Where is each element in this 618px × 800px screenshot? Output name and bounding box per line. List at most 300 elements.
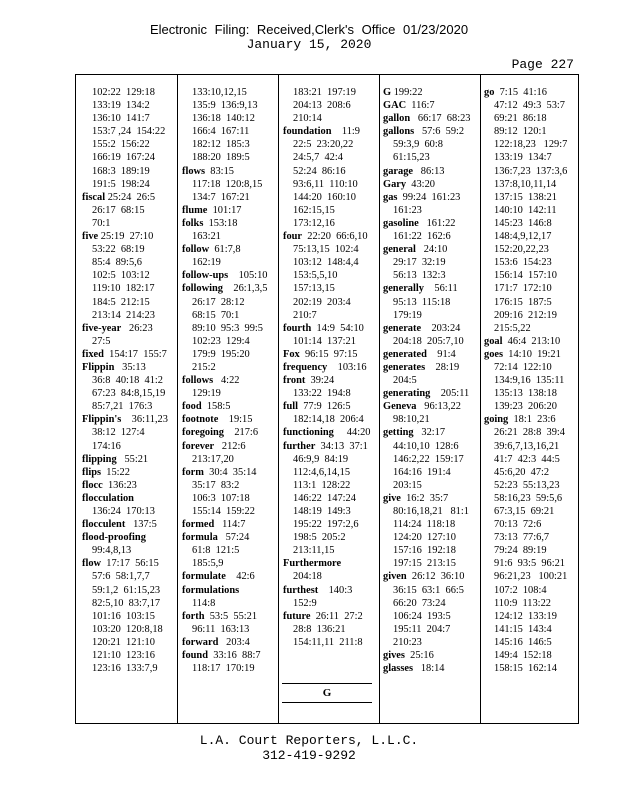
index-refs-line: 106:3 107:18 bbox=[192, 492, 250, 504]
index-entry bbox=[383, 662, 470, 675]
index-term: formula bbox=[182, 532, 218, 544]
index-term: Flippin bbox=[82, 361, 115, 373]
index-refs-line: 61:8 121:5 bbox=[192, 545, 240, 557]
index-refs: 4:22 bbox=[213, 375, 240, 387]
index-refs-line: 29:17 32:19 bbox=[393, 257, 446, 269]
column-divider bbox=[278, 75, 279, 723]
index-refs: 25:19 27:10 bbox=[98, 231, 154, 243]
index-refs-line: 179:19 bbox=[393, 309, 422, 321]
index-entry bbox=[182, 466, 267, 479]
index-refs: 39:24 bbox=[305, 375, 335, 387]
index-refs-line: 96:11 163:13 bbox=[192, 623, 250, 635]
index-refs-line: 103:12 148:4,4 bbox=[293, 257, 359, 269]
reporter-phone: 312-419-9292 bbox=[262, 748, 356, 763]
index-refs-line: 45:6,20 47:2 bbox=[494, 466, 550, 478]
index-entry bbox=[283, 400, 370, 413]
index-term: goes bbox=[484, 348, 504, 360]
filing-stamp: Electronic Filing: Received,Clerk's Office 01/23/2020 bbox=[149, 22, 469, 37]
index-refs-line: 148:19 149:3 bbox=[293, 506, 351, 517]
index-refs: 25:16 bbox=[404, 650, 434, 662]
index-term: generated bbox=[383, 348, 427, 360]
index-term: functioning bbox=[283, 427, 334, 439]
index-refs: 7:15 41:16 bbox=[494, 87, 547, 98]
index-refs: 161:22 bbox=[418, 217, 456, 229]
index-term: flocc bbox=[82, 479, 103, 491]
index-refs-line: 26:21 28:8 39:4 bbox=[494, 427, 566, 439]
index-term: Fox bbox=[283, 348, 300, 360]
index-entry bbox=[383, 99, 470, 112]
index-refs-line: 28:8 136:21 bbox=[293, 623, 346, 635]
index-entry bbox=[383, 322, 470, 335]
index-entry bbox=[283, 557, 370, 570]
index-refs-line: 59:1,2 61:15,23 bbox=[92, 584, 161, 596]
index-term: follow-ups bbox=[182, 270, 229, 282]
index-refs-line: 137:15 138:21 bbox=[494, 191, 557, 203]
index-entry bbox=[383, 348, 470, 361]
index-refs-line: 154:11,11 211:8 bbox=[293, 636, 363, 648]
index-column-1 bbox=[82, 86, 168, 675]
index-term: flow bbox=[82, 558, 102, 570]
index-refs-line: 135:13 138:18 bbox=[494, 388, 557, 400]
index-refs-line: 198:5 205:2 bbox=[293, 532, 346, 544]
index-refs-line: 195:11 204:7 bbox=[393, 623, 451, 635]
index-refs-line: 75:13,15 102:4 bbox=[293, 244, 359, 256]
index-term: gasoline bbox=[383, 217, 419, 229]
index-refs-line: 67:23 84:8,15,19 bbox=[92, 388, 166, 400]
index-term: forth bbox=[182, 610, 205, 622]
index-refs-line: 120:21 121:10 bbox=[92, 636, 155, 648]
index-refs-line: 210:7 bbox=[293, 309, 317, 321]
index-refs: 158:5 bbox=[201, 401, 231, 413]
index-term: general bbox=[383, 244, 416, 256]
index-term: foundation bbox=[283, 126, 332, 138]
index-entry bbox=[82, 413, 168, 426]
index-refs-line: 59:3,9 60:8 bbox=[393, 139, 443, 151]
index-refs: 116:7 bbox=[406, 100, 435, 112]
index-term: five-year bbox=[82, 322, 122, 334]
index-entry bbox=[182, 269, 267, 282]
index-refs-line: 41:7 42:3 44:5 bbox=[494, 453, 560, 465]
index-refs-line: 80:16,18,21 81:1 bbox=[393, 506, 469, 517]
index-refs: 101:17 bbox=[207, 204, 242, 216]
index-entry bbox=[383, 400, 470, 413]
index-refs: 57:6 59:2 bbox=[414, 126, 465, 138]
index-refs-line: 153:6 154:23 bbox=[494, 257, 552, 269]
index-entry bbox=[484, 335, 567, 348]
index-term: goal bbox=[484, 335, 503, 347]
index-refs-line: 191:5 198:24 bbox=[92, 178, 150, 190]
index-refs: 66:17 68:23 bbox=[410, 113, 471, 125]
index-refs: 99:24 161:23 bbox=[397, 191, 461, 203]
index-term: given bbox=[383, 571, 407, 583]
index-refs: 217:6 bbox=[223, 427, 259, 439]
index-refs-line: 149:4 152:18 bbox=[494, 650, 552, 662]
index-entry bbox=[182, 610, 267, 623]
index-refs-line: 107:2 108:4 bbox=[494, 584, 547, 596]
index-refs-line: 58:16,23 59:5,6 bbox=[494, 492, 563, 504]
index-term: front bbox=[283, 375, 306, 387]
section-letter: G bbox=[322, 687, 332, 699]
index-refs-line: 162:19 bbox=[192, 257, 221, 269]
index-entry bbox=[283, 426, 370, 439]
index-refs: 103:16 bbox=[327, 361, 367, 373]
index-entry bbox=[182, 518, 267, 531]
index-refs-line: 168:3 189:19 bbox=[92, 165, 150, 177]
index-refs-line: 152:9 bbox=[293, 597, 317, 609]
index-refs-line: 70:13 72:6 bbox=[494, 519, 542, 531]
index-term: flume bbox=[182, 204, 208, 216]
index-refs-line: 26:17 68:15 bbox=[92, 204, 145, 216]
index-entry bbox=[383, 426, 470, 439]
index-refs: 55:21 bbox=[116, 453, 149, 465]
index-entry bbox=[383, 191, 470, 204]
index-term: forever bbox=[182, 440, 215, 452]
index-refs: 22:20 66:6,10 bbox=[302, 231, 368, 243]
index-refs-line: 52:23 55:13,23 bbox=[494, 479, 560, 491]
index-entry bbox=[383, 112, 470, 125]
index-entry bbox=[82, 361, 168, 374]
index-refs: 56:11 bbox=[423, 283, 458, 295]
index-refs-line: 148:4,9,12,17 bbox=[494, 231, 552, 243]
index-refs-line: 133:19 134:7 bbox=[494, 152, 552, 164]
index-refs-line: 44:10,10 128:6 bbox=[393, 440, 459, 452]
index-refs-line: 163:21 bbox=[192, 231, 221, 243]
index-refs-line: 52:24 86:16 bbox=[293, 165, 346, 177]
index-refs-line: 135:9 136:9,13 bbox=[192, 100, 258, 112]
index-entry bbox=[283, 125, 370, 138]
index-refs-line: 124:12 133:19 bbox=[494, 610, 557, 622]
index-term: forward bbox=[182, 636, 219, 648]
index-term: formulations bbox=[182, 584, 240, 596]
index-refs-line: 103:20 120:8,18 bbox=[92, 623, 163, 635]
index-refs: 199:22 bbox=[391, 87, 423, 98]
index-term: gives bbox=[383, 650, 405, 662]
index-refs-line: 164:16 191:4 bbox=[393, 466, 451, 478]
index-refs-line: 166:4 167:11 bbox=[192, 126, 250, 138]
index-term: generating bbox=[383, 388, 431, 400]
index-refs-line: 202:19 203:4 bbox=[293, 296, 351, 308]
index-refs-line: 156:14 157:10 bbox=[494, 270, 557, 282]
column-divider bbox=[480, 75, 481, 723]
index-term: GAC bbox=[383, 100, 407, 112]
index-refs-line: 162:15,15 bbox=[293, 204, 335, 216]
index-refs-line: 195:22 197:2,6 bbox=[293, 519, 359, 531]
index-term: go bbox=[484, 87, 495, 98]
index-term: future bbox=[283, 610, 311, 622]
index-refs-line: 53:22 68:19 bbox=[92, 244, 145, 256]
index-refs-line: 188:20 189:5 bbox=[192, 152, 250, 164]
index-refs-line: 136:10 141:7 bbox=[92, 113, 150, 125]
index-term: fiscal bbox=[82, 191, 106, 203]
index-term: glasses bbox=[383, 663, 414, 675]
index-refs-line: 67:3,15 69:21 bbox=[494, 506, 555, 517]
index-term: gas bbox=[383, 191, 398, 203]
index-refs-line: 209:16 212:19 bbox=[494, 309, 557, 321]
index-refs: 153:18 bbox=[203, 217, 238, 229]
index-refs-line: 183:21 197:19 bbox=[293, 87, 356, 98]
index-refs: 203:24 bbox=[421, 322, 461, 334]
index-refs: 18:14 bbox=[413, 663, 445, 675]
index-refs: 11:9 bbox=[331, 126, 360, 138]
index-refs: 44:20 bbox=[333, 427, 371, 439]
index-refs: 83:15 bbox=[205, 165, 234, 177]
index-entry bbox=[82, 492, 168, 505]
index-term: flocculent bbox=[82, 519, 126, 531]
index-refs: 35:13 bbox=[114, 361, 146, 373]
index-refs-line: 102:22 129:18 bbox=[92, 87, 155, 98]
index-refs-line: 197:15 213:15 bbox=[393, 558, 456, 570]
index-refs: 16:2 35:7 bbox=[400, 492, 449, 504]
index-refs-line: 213:14 214:23 bbox=[92, 309, 155, 321]
index-term: fixed bbox=[82, 348, 104, 360]
index-refs-line: 56:13 132:3 bbox=[393, 270, 446, 282]
index-refs-line: 153:5,5,10 bbox=[293, 270, 338, 282]
index-refs-line: 146:2,22 159:17 bbox=[393, 453, 464, 465]
index-refs-line: 91:6 93:5 96:21 bbox=[494, 558, 566, 570]
index-entry bbox=[283, 374, 370, 387]
index-entry bbox=[383, 125, 470, 138]
index-refs-line: 204:5 bbox=[393, 375, 417, 387]
index-entry bbox=[82, 453, 168, 466]
index-refs-line: 145:16 146:5 bbox=[494, 636, 552, 648]
index-refs: 19:15 bbox=[218, 414, 253, 426]
index-refs: 25:24 26:5 bbox=[105, 191, 156, 203]
index-refs-line: 182:12 185:3 bbox=[192, 139, 250, 151]
index-entry bbox=[283, 348, 370, 361]
index-refs-line: 215:2 bbox=[192, 361, 216, 373]
index-term: Flippin's bbox=[82, 414, 122, 426]
index-refs: 43:20 bbox=[406, 178, 435, 190]
index-refs-line: 155:2 156:22 bbox=[92, 139, 150, 151]
index-refs: 205:11 bbox=[430, 388, 470, 400]
index-term: food bbox=[182, 401, 202, 413]
index-refs-line: 73:13 77:6,7 bbox=[494, 532, 550, 544]
index-term: getting bbox=[383, 427, 414, 439]
index-term: frequency bbox=[283, 361, 328, 373]
index-refs-line: 185:5,9 bbox=[192, 558, 224, 570]
section-rule bbox=[282, 702, 372, 703]
index-refs-line: 176:15 187:5 bbox=[494, 296, 552, 308]
index-refs-line: 118:17 170:19 bbox=[192, 663, 255, 675]
index-refs-line: 210:23 bbox=[393, 636, 422, 648]
index-refs-line: 213:11,15 bbox=[293, 545, 335, 557]
index-refs-line: 85:7,21 176:3 bbox=[92, 401, 153, 413]
index-term: furthest bbox=[283, 584, 319, 596]
index-entry bbox=[182, 584, 267, 597]
index-entry bbox=[182, 531, 267, 544]
index-refs-line: 174:16 bbox=[92, 440, 121, 452]
index-term: folks bbox=[182, 217, 204, 229]
index-refs-line: 173:12,16 bbox=[293, 217, 335, 229]
index-refs-line: 140:10 142:11 bbox=[494, 204, 557, 216]
index-term: follows bbox=[182, 375, 214, 387]
index-refs-line: 136:24 170:13 bbox=[92, 506, 155, 517]
index-term: generally bbox=[383, 283, 424, 295]
index-refs-line: 102:5 103:12 bbox=[92, 270, 150, 282]
index-refs-line: 89:10 95:3 99:5 bbox=[192, 322, 264, 334]
index-refs-line: 98:10,21 bbox=[393, 414, 430, 426]
index-refs-line: 35:17 83:2 bbox=[192, 479, 240, 491]
index-term: found bbox=[182, 650, 208, 662]
index-refs-line: 179:9 195:20 bbox=[192, 348, 250, 360]
index-refs-line: 69:21 86:18 bbox=[494, 113, 547, 125]
index-refs-line: 129:19 bbox=[192, 388, 221, 400]
index-refs-line: 27:5 bbox=[92, 335, 111, 347]
index-refs-line: 66:20 73:24 bbox=[393, 597, 446, 609]
index-entry bbox=[383, 361, 470, 374]
index-refs: 28:19 bbox=[425, 361, 460, 373]
reporter-name: L.A. Court Reporters, L.L.C. bbox=[199, 733, 419, 748]
index-refs-line: 161:23 bbox=[393, 204, 422, 216]
index-term: Furthermore bbox=[283, 558, 342, 570]
index-entry bbox=[484, 86, 567, 99]
index-refs-line: 157:16 192:18 bbox=[393, 545, 456, 557]
index-term: flows bbox=[182, 165, 206, 177]
index-refs-line: 210:14 bbox=[293, 113, 322, 125]
index-term: flocculation bbox=[82, 492, 134, 504]
index-refs-line: 110:9 113:22 bbox=[494, 597, 551, 609]
column-divider bbox=[177, 75, 178, 723]
index-entry bbox=[283, 322, 370, 335]
index-refs: 96:15 97:15 bbox=[299, 348, 358, 360]
index-refs: 86:13 bbox=[413, 165, 445, 177]
index-refs-line: 153:7 ,24 154:22 bbox=[92, 126, 166, 138]
index-term: full bbox=[283, 401, 299, 413]
index-entry bbox=[383, 178, 470, 191]
index-refs-line: 171:7 172:10 bbox=[494, 283, 552, 295]
index-term: flipping bbox=[82, 453, 117, 465]
index-entry bbox=[383, 243, 470, 256]
index-entry bbox=[383, 387, 470, 400]
index-entry bbox=[82, 348, 168, 361]
index-refs-line: 139:23 206:20 bbox=[494, 401, 557, 413]
index-refs-line: 204:18 bbox=[293, 571, 322, 583]
index-refs-line: 136:18 140:12 bbox=[192, 113, 255, 125]
index-refs-line: 57:6 58:1,7,7 bbox=[92, 571, 150, 583]
index-refs-line: 85:4 89:5,6 bbox=[92, 257, 142, 269]
index-refs-line: 26:17 28:12 bbox=[192, 296, 245, 308]
index-entry bbox=[383, 492, 470, 505]
index-entry bbox=[82, 557, 168, 570]
index-refs-line: 184:5 212:15 bbox=[92, 296, 150, 308]
index-refs-line: 82:5,10 83:7,17 bbox=[92, 597, 161, 609]
index-refs: 32:17 bbox=[413, 427, 446, 439]
index-entry bbox=[82, 191, 168, 204]
index-refs-line: 102:23 129:4 bbox=[192, 335, 250, 347]
index-entry bbox=[182, 282, 267, 295]
index-refs: 26:12 36:10 bbox=[406, 571, 465, 583]
index-refs-line: 72:14 122:10 bbox=[494, 361, 552, 373]
index-refs: 26:11 27:2 bbox=[310, 610, 363, 622]
index-refs-line: 47:12 49:3 53:7 bbox=[494, 100, 566, 112]
column-divider bbox=[379, 75, 380, 723]
index-refs: 53:5 55:21 bbox=[204, 610, 258, 622]
index-refs-line: 146:22 147:24 bbox=[293, 492, 356, 504]
index-entry bbox=[182, 413, 267, 426]
index-term: further bbox=[283, 440, 316, 452]
index-entry bbox=[283, 361, 370, 374]
index-term: foregoing bbox=[182, 427, 224, 439]
index-refs-line: 93:6,11 110:10 bbox=[293, 178, 358, 190]
index-refs-line: 145:23 146:8 bbox=[494, 217, 552, 229]
index-entry bbox=[383, 165, 470, 178]
index-refs: 33:16 88:7 bbox=[208, 650, 261, 662]
index-term: fourth bbox=[283, 322, 312, 334]
index-refs-line: 136:7,23 137:3,6 bbox=[494, 165, 568, 177]
index-refs-line: 99:4,8,13 bbox=[92, 545, 132, 557]
index-entry bbox=[383, 570, 470, 583]
index-entry bbox=[283, 230, 370, 243]
index-term: formed bbox=[182, 519, 215, 531]
index-refs-line: 137:8,10,11,14 bbox=[494, 178, 557, 190]
index-term: generate bbox=[383, 322, 422, 334]
index-term: garage bbox=[383, 165, 414, 177]
index-refs: 140:3 bbox=[318, 584, 353, 596]
index-entry bbox=[283, 610, 370, 623]
index-refs-line: 101:14 137:21 bbox=[293, 335, 356, 347]
index-refs: 36:11,23 bbox=[121, 414, 168, 426]
index-term: footnote bbox=[182, 414, 219, 426]
index-entry bbox=[182, 426, 267, 439]
index-refs-line: 155:14 159:22 bbox=[192, 506, 255, 517]
index-refs: 14:10 19:21 bbox=[503, 348, 561, 360]
index-refs: 14:9 54:10 bbox=[311, 322, 364, 334]
index-refs: 203:4 bbox=[218, 636, 250, 648]
index-refs-line: 113:1 128:22 bbox=[293, 479, 351, 491]
index-entry bbox=[484, 348, 567, 361]
index-refs-line: 121:10 123:16 bbox=[92, 650, 155, 662]
index-refs: 212:6 bbox=[214, 440, 246, 452]
index-column-2 bbox=[182, 86, 267, 675]
index-refs-line: 68:15 70:1 bbox=[192, 309, 240, 321]
index-refs-line: 70:1 bbox=[92, 217, 111, 229]
index-refs: 91:4 bbox=[426, 348, 456, 360]
index-refs-line: 38:12 127:4 bbox=[92, 427, 145, 439]
index-term: flood-proofing bbox=[82, 532, 146, 544]
index-refs-line: 123:16 133:7,9 bbox=[92, 663, 158, 675]
index-refs: 15:22 bbox=[101, 466, 130, 478]
page-number: Page 227 bbox=[511, 57, 574, 72]
index-refs: 96:13,22 bbox=[416, 401, 461, 413]
index-refs-line: 39:6,7,13,16,21 bbox=[494, 440, 560, 452]
index-entry bbox=[82, 466, 168, 479]
index-entry bbox=[182, 374, 267, 387]
index-term: flips bbox=[82, 466, 102, 478]
index-refs-line: 22:5 23:20,22 bbox=[293, 139, 354, 151]
index-refs: 24:10 bbox=[415, 244, 448, 256]
index-frame bbox=[75, 74, 579, 724]
index-entry bbox=[82, 322, 168, 335]
index-term: going bbox=[484, 414, 509, 426]
index-refs: 61:7,8 bbox=[209, 244, 241, 256]
index-entry bbox=[182, 570, 267, 583]
index-entry bbox=[182, 636, 267, 649]
index-refs-line: 106:24 193:5 bbox=[393, 610, 451, 622]
index-refs: 17:17 56:15 bbox=[101, 558, 159, 570]
index-refs-line: 182:14,18 206:4 bbox=[293, 414, 364, 426]
index-column-5 bbox=[484, 86, 567, 675]
index-refs: 137:5 bbox=[125, 519, 157, 531]
index-entry bbox=[383, 86, 470, 99]
index-refs-line: 141:15 143:4 bbox=[494, 623, 552, 635]
index-refs: 105:10 bbox=[228, 270, 268, 282]
index-refs: 30:4 35:14 bbox=[203, 466, 257, 478]
index-refs: 26:1,3,5 bbox=[223, 283, 268, 295]
transcript-date: January 15, 2020 bbox=[246, 37, 372, 52]
index-entry bbox=[182, 165, 267, 178]
index-refs-line: 36:8 40:18 41:2 bbox=[92, 375, 164, 387]
index-refs-line: 124:20 127:10 bbox=[393, 532, 456, 544]
